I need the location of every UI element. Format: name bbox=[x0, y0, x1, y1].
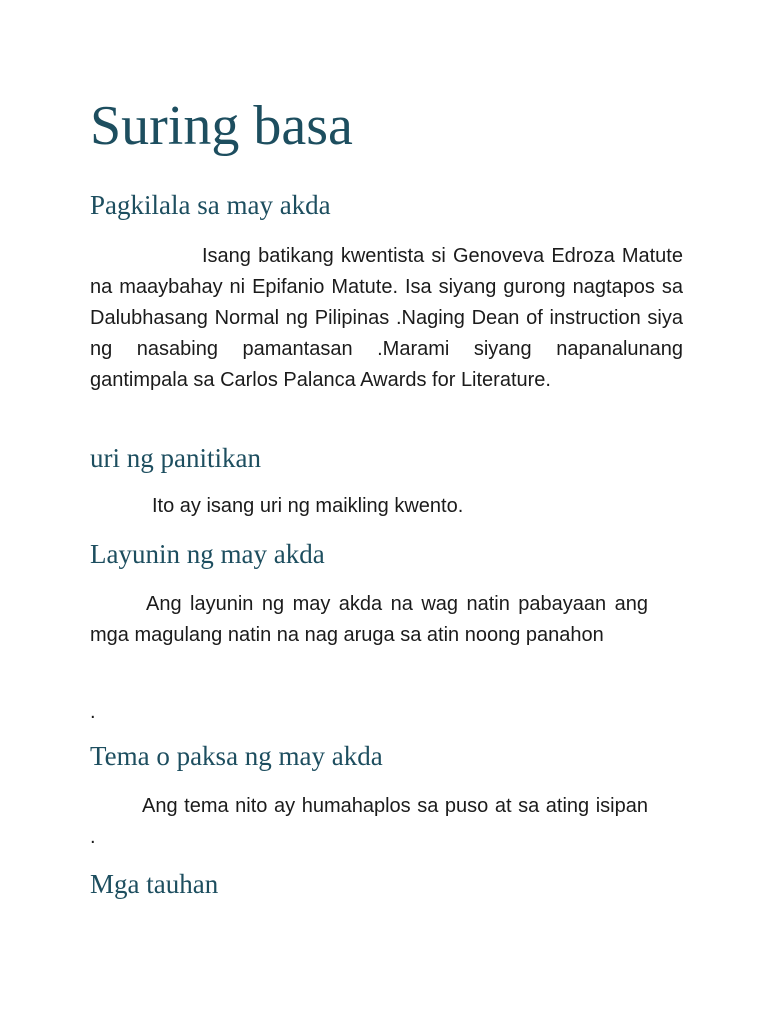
section-heading-theme: Tema o paksa ng may akda bbox=[90, 741, 383, 771]
section-heading-author: Pagkilala sa may akda bbox=[90, 190, 331, 220]
document-title: Suring basa bbox=[90, 95, 353, 157]
section-heading-purpose: Layunin ng may akda bbox=[90, 539, 325, 569]
section-body-theme: Ang tema nito ay humahaplos sa puso at sa ating isipan . bbox=[90, 795, 648, 848]
section-body-purpose: Ang layunin ng may akda na wag natin pabayaan ang mga magulang natin na nag aruga sa atin noong panahon bbox=[90, 593, 648, 646]
section-heading-characters: Mga tauhan bbox=[90, 869, 219, 899]
section-body-literature-type: Ito ay isang uri ng maikling kwento. bbox=[152, 495, 464, 517]
section-heading-literature-type: uri ng panitikan bbox=[90, 443, 261, 473]
section-body-purpose-extra: . bbox=[90, 701, 96, 723]
section-body-author: Isang batikang kwentista si Genoveva Edroza Matute na maaybahay ni Epifanio Matute. Isa siyang gurong nagtapos sa Dalubhasang Normal ng Pilipinas .Naging Dean of instruction siya ng nasabing pamantasan .Marami siyang napanalunang gantimpala sa Carlos Palanca Awards for Literature. bbox=[90, 245, 683, 391]
